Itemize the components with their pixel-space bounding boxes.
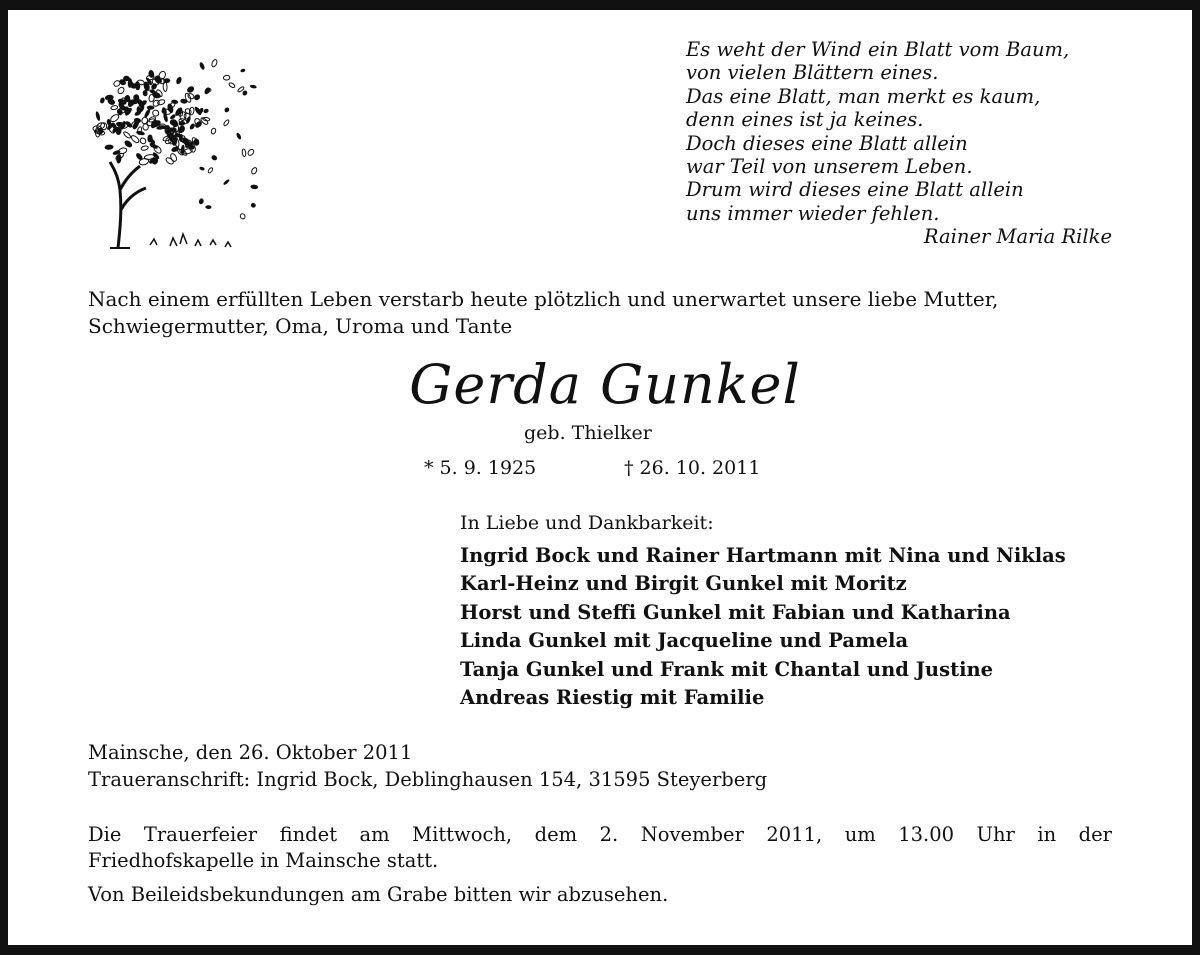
deceased-name: Gerda Gunkel	[409, 353, 801, 416]
mourner-entry: Ingrid Bock und Rainer Hartmann mit Nina und Niklas	[460, 544, 1066, 567]
mourner-entry: Karl-Heinz und Birgit Gunkel mit Moritz	[460, 572, 907, 596]
mourners-heading: In Liebe und Dankbarkeit:	[460, 512, 714, 534]
poem	[686, 38, 1112, 249]
mourner-entry: Andreas Riestig mit Familie	[460, 686, 765, 710]
service-line: Die Trauerfeier findet am Mittwoch, dem 2. November 2011, um 13.00 Uhr in der	[88, 823, 1112, 846]
poem-line: war Teil von unserem Leben.	[686, 155, 973, 179]
mourner-entry: Tanja Gunkel und Frank mit Chantal und Justine	[460, 657, 994, 681]
death-date: † 26. 10. 2011	[624, 457, 761, 479]
mourner-entry: Linda Gunkel mit Jacqueline und Pamela	[460, 629, 909, 653]
mourners-list	[460, 542, 1066, 712]
poem-author: Rainer Maria Rilke	[923, 225, 1112, 249]
intro-line: Schwiegermutter, Oma, Uroma und Tante	[88, 314, 513, 338]
poem-line: uns immer wieder fehlen.	[686, 201, 940, 225]
poem-line: Doch dieses eine Blatt allein	[686, 131, 968, 155]
birth-date: * 5. 9. 1925	[424, 457, 537, 479]
birth-name: geb. Thielker	[524, 422, 652, 444]
poem-line: denn eines ist ja keines.	[686, 108, 924, 132]
place-date: Mainsche, den 26. Oktober 2011	[88, 741, 413, 764]
mourning-address: Traueranschrift: Ingrid Bock, Deblinghausen 154, 31595 Steyerberg	[88, 768, 768, 791]
poem-line: von vielen Blättern eines.	[686, 61, 939, 85]
poem-line: Das eine Blatt, man merkt es kaum,	[686, 84, 1041, 108]
mourner-entry: Horst und Steffi Gunkel mit Fabian und Katharina	[460, 600, 1011, 624]
place-and-address	[88, 739, 767, 793]
condolence-request: Von Beileidsbekundungen am Grabe bitten wir abzusehen.	[88, 883, 669, 906]
intro-line: Nach einem erfüllten Leben verstarb heute plötzlich und unerwartet unsere liebe Mutter,	[88, 287, 999, 311]
service-line: Friedhofskapelle in Mainsche statt.	[88, 849, 439, 872]
funeral-service-info	[88, 822, 1112, 874]
poem-line: Drum wird dieses eine Blatt allein	[686, 178, 1024, 202]
tree-with-falling-leaves-icon	[80, 40, 260, 265]
poem-line: Es weht der Wind ein Blatt vom Baum,	[686, 38, 1070, 61]
intro-text	[88, 286, 1118, 340]
